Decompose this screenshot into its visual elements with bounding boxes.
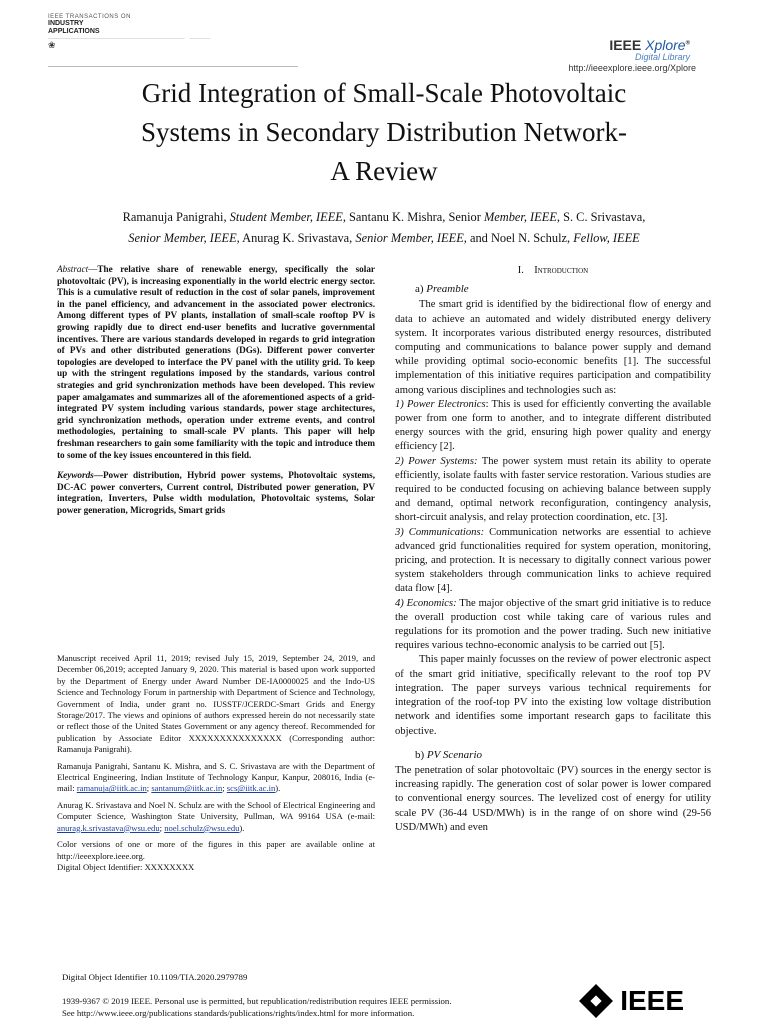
title-line2: Systems in Secondary Distribution Network- xyxy=(141,117,627,147)
section-title: Introduction xyxy=(534,265,589,276)
author-name: and Noel N. Schulz, xyxy=(466,231,574,245)
affiliation-end: ). xyxy=(239,822,245,833)
list-item xyxy=(395,398,711,455)
ieee-logo-text: IEEE xyxy=(620,985,684,1016)
list-item-text: Communication networks are essential to achieve advanced grid functionalities required for system operation, monitoring, pricing, and protection. It is necessary to digitally connect various power system stakeholders through communication links to achieve required data flow [4]. xyxy=(395,526,711,595)
journal-fineprint: ——————————————————————————————————————— —————— xyxy=(48,35,211,40)
footer-rights-url[interactable]: See http://www.ieee.org/publications standards/publications/rights/index.html for more information. xyxy=(62,1008,415,1018)
paragraph: This paper mainly focusses on the review of power electronic aspect of the smart grid initiative, specifically relevant to the roof top PV integration. The paper surveys various technical requirements for integration of the roof-top PV into the existing low voltage distribution network and identifies some important research gaps to facilitate this objective. xyxy=(395,654,711,737)
list-item-text: The power system must retain its ability to operate efficiently, isolate faults with faster service restoration. Various studies are required to be conducted focusing on achieving balance between supply and demand, optimal network reconfiguration, contingency analysis, short-circuit analysis, and relay protection coordination, etc. [3]. xyxy=(395,455,711,524)
ieee-logo xyxy=(584,985,684,1017)
email-sep: ; xyxy=(159,822,165,833)
journal-divider xyxy=(48,66,298,67)
left-column xyxy=(57,264,375,516)
keywords-dash: — xyxy=(93,470,103,481)
footer-doi: Digital Object Identifier 10.1109/TIA.2020.2979789 xyxy=(62,972,248,982)
section-number: I. xyxy=(517,265,524,276)
author-role: Senior Member, IEEE, xyxy=(355,231,467,245)
list-item-text: The major objective of the smart grid initiative is to reduce the overall production cost while taking care of various rules and regulations for its promotion and the power trading. Such new initiative requires various techno-economic analysis to be carried out [5]. xyxy=(395,597,711,652)
email-link[interactable]: ramanuja@iitk.ac.in xyxy=(76,783,147,794)
list-item xyxy=(395,597,711,654)
affiliation-end: ). xyxy=(275,783,281,794)
paragraph: The penetration of solar photovoltaic (PV) sources in the energy sector is increasing rapidly. The generation cost of solar power is lower compared to conventional energy sources. The levelized cost of energy for utility scale PV (36-44 USD/MWh) is in the range of on shore wind (29-56 USD/MWh) and even xyxy=(395,764,711,833)
manuscript-note: Manuscript received April 11, 2019; revised July 15, 2019, September 24, 2019, and December 06,2019; accepted January 9, 2020. This material is based upon work supported by the Department of Energy under Award Number DE-IA0000025 and the Indo-US Science and Technology Forum in partnership with Department of Science and Technology, Government of India, under grant no. IUSSTF/JCERDC-Smart Grids and Energy Storage/2017. The views and opinions of authors expressed herein do not necessarily state or reflect those of the United States Government or any agency thereof. Recommended for publication by Associate Editor XXXXXXXXXXXXXXX (Corresponding author: Ramanuja Panigrahi). xyxy=(57,653,375,755)
email-link[interactable]: anurag.k.srivastava@wsu.edu xyxy=(57,822,160,833)
title-line3: A Review xyxy=(330,156,438,186)
title-line1: Grid Integration of Small-Scale Photovoltaic xyxy=(141,78,627,108)
xplore-reg: ® xyxy=(685,40,690,47)
journal-header xyxy=(48,14,210,50)
author-name: , Santanu K. Mishra, Senior xyxy=(342,210,484,224)
xplore-ieee-text: IEEE xyxy=(609,37,642,53)
footnotes xyxy=(57,653,375,878)
subsection-title: Preamble xyxy=(426,283,469,296)
list-item-label: 4) Economics: xyxy=(395,597,457,609)
list-item xyxy=(395,526,711,597)
list-item-label: 1) Power Electronics xyxy=(395,398,486,410)
keywords-text: Power distribution, Hybrid power systems, Photovoltaic systems, DC-AC power converters, Current control, Distributed power generation, PV integration, Inverters, Pulse width modulation, Photovoltaic systems, Solar power generation, Microgrids, Smart grids xyxy=(57,470,375,515)
ieee-diamond-icon xyxy=(579,984,613,1018)
affiliation-wsu xyxy=(57,800,375,834)
email-sep: ; xyxy=(222,783,227,794)
ieee-xplore-logo[interactable] xyxy=(609,37,690,62)
subsection-heading-b xyxy=(415,748,711,762)
subsection-title: PV Scenario xyxy=(426,748,483,761)
author-role: Fellow, IEEE xyxy=(573,231,640,245)
list-item xyxy=(395,455,711,526)
list-item-label: 2) Power Systems: xyxy=(395,455,478,467)
journal-line2: INDUSTRY xyxy=(48,20,84,28)
abstract-text: The relative share of renewable energy, specifically the solar photovoltaic (PV), is increasing exponentially in the world electric energy sector. This is a cumulative result of reduction in the cost of solar panels, improvement in the panel efficiency, and advancement in the associated power electronics. Among different types of PV plants, installation of small-scale rooftop PV is growing rapidly due to direct end-user benefits and lucrative governmental incentives. There are various standards developed in regards to grid integration of PVs and other distributed generations (DGs). Different power converter topologies are developed to interface the PV panel with the utility grid. To keep up with the stringent regulations imposed by the standards, various control strategies and grid synchronization methods have been developed. This review paper amalgamates and summarizes all of the aforementioned aspects of a grid-integrated PV system including various standards, power stage architectures, grid synchronization methods, operation under extreme events, and control methodologies, pertaining to small-scale PV plants. This paper will help freshman researchers to gain some familiarity with the topic and introduce them to some of the key issues encountered in this field. xyxy=(57,264,375,460)
keywords xyxy=(57,470,375,516)
affiliation-iitk xyxy=(57,761,375,795)
author-name: Ramanuja Panigrahi, xyxy=(122,210,230,224)
doi-note: Digital Object Identifier: XXXXXXXX xyxy=(57,861,195,872)
section-heading xyxy=(395,264,711,278)
list-item-text: : This is used for efficiently converting the available power from one form to another, and to integrate different distributed energy sources with the grid, ensuring high power quality and energy efficiency [2]. xyxy=(395,398,711,453)
keywords-label: Keywords xyxy=(57,470,94,481)
email-link[interactable]: scs@iitk.ac.in xyxy=(226,783,276,794)
subsection-number: a) xyxy=(415,283,424,296)
paper-title xyxy=(60,74,708,191)
journal-mark-icon: ❀ xyxy=(48,39,56,50)
email-link[interactable]: santanum@iitk.ac.in xyxy=(151,783,223,794)
email-link[interactable]: noel.schulz@wsu.edu xyxy=(164,822,240,833)
journal-line1: IEEE TRANSACTIONS ON xyxy=(48,14,131,20)
journal-line3: APPLICATIONS xyxy=(48,27,100,35)
affiliation-text: Anurag K. Srivastava and Noel N. Schulz are with the School of Electrical Engineering and Computer Science, Washington State University, Pullman, WA 99164 USA (e-mail: xyxy=(57,799,375,822)
author-role: Member, IEEE, xyxy=(483,210,560,224)
xplore-url[interactable]: http://ieeexplore.ieee.org/Xplore xyxy=(568,63,696,73)
footer-copyright: 1939-9367 © 2019 IEEE. Personal use is permitted, but republication/redistribution requires IEEE permission. xyxy=(62,996,452,1006)
author-role: Senior Member, IEEE, xyxy=(128,231,240,245)
author-list xyxy=(50,207,718,249)
abstract-dash: — xyxy=(88,264,98,274)
subsection-number: b) xyxy=(415,748,425,761)
color-note: Color versions of one or more of the figures in this paper are available online at http://ieeexplore.ieee.org. xyxy=(57,839,375,861)
abstract xyxy=(57,264,375,461)
paragraph: The smart grid is identified by the bidirectional flow of energy and data to achieve an automated and widely distributed energy delivery system. It incorporates various distributed energy resources, distributed computing and communications to balance power supply and demand while providing optimal socio-economic benefits [1]. The successful implementation of this initiative requires participation and compatibility among various disciplines and technologies such as: xyxy=(395,299,711,396)
abstract-label: Abstract xyxy=(57,264,89,274)
author-name: S. C. Srivastava, xyxy=(560,210,646,224)
author-name: Anurag K. Srivastava, xyxy=(239,231,356,245)
xplore-text: Xplore xyxy=(645,37,686,53)
right-column xyxy=(395,264,711,835)
affiliation-text: Ramanuja Panigrahi, Santanu K. Mishra, and S. C. Srivastava are with the Department of Electrical Engineering, Indian Institute of Technology Kanpur, Kanpur, 208016, India (e-mail: xyxy=(57,760,375,794)
email-sep: ; xyxy=(146,783,152,794)
page-footer xyxy=(62,971,452,1019)
subsection-heading-a xyxy=(415,282,711,296)
xplore-subtitle: Digital Library xyxy=(634,52,690,62)
list-item-label: 3) Communications: xyxy=(395,526,485,538)
author-role: Student Member, IEEE xyxy=(229,210,343,224)
